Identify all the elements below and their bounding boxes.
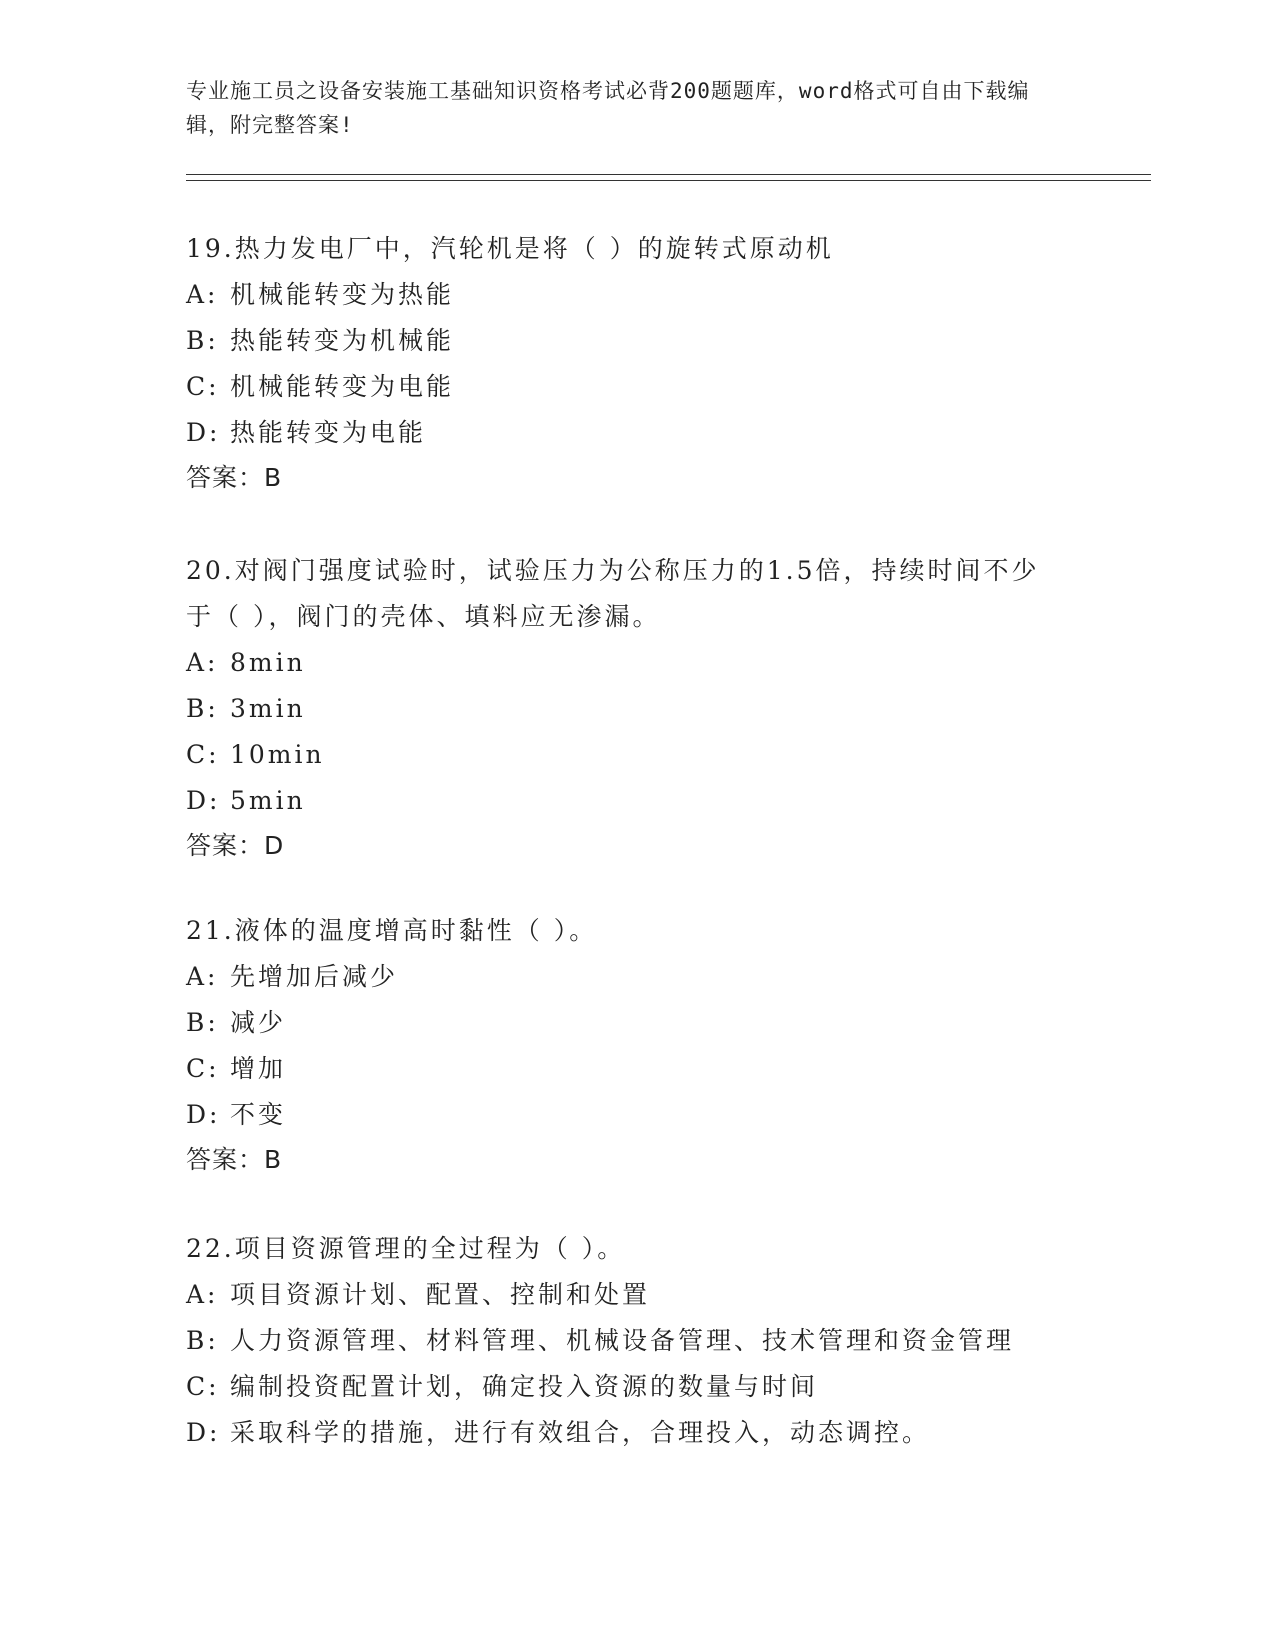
option-c: [186, 732, 1066, 778]
option-text: 先增加后减少: [230, 962, 399, 991]
option-letter: C:: [186, 372, 220, 401]
option-letter: A:: [186, 280, 219, 309]
option-text: 项目资源计划、配置、控制和处置: [230, 1280, 651, 1309]
answer: 答案：B: [186, 1145, 283, 1174]
option-text: 不变: [230, 1100, 287, 1129]
option-text: 人力资源管理、材料管理、机械设备管理、技术管理和资金管理: [230, 1326, 1015, 1355]
option-c: [186, 1046, 1086, 1092]
option-text: 热能转变为电能: [230, 418, 427, 447]
option-d: [186, 1410, 1186, 1456]
option-text: 5min: [230, 786, 306, 815]
option-c: [186, 364, 1086, 410]
option-b: [186, 686, 1066, 732]
option-letter: B:: [186, 326, 219, 355]
option-a: [186, 954, 1086, 1000]
option-a: [186, 272, 1086, 318]
option-letter: C:: [186, 1054, 220, 1083]
option-text: 8min: [230, 648, 306, 677]
option-letter: D:: [186, 1418, 221, 1447]
option-letter: D:: [186, 786, 221, 815]
option-text: 编制投资配置计划，确定投入资源的数量与时间: [230, 1372, 819, 1401]
option-b: [186, 318, 1086, 364]
option-text: 机械能转变为热能: [230, 280, 455, 309]
question-21: [186, 908, 1086, 1182]
option-letter: A:: [186, 1280, 219, 1309]
header-rule-bottom: [186, 180, 1151, 181]
option-letter: C:: [186, 1372, 220, 1401]
question-stem: 21.液体的温度增高时黏性（ ）。: [186, 916, 598, 945]
option-d: [186, 1092, 1086, 1138]
option-a: [186, 640, 1066, 686]
question-22: [186, 1226, 1186, 1456]
question-stem: 19.热力发电厂中，汽轮机是将（ ）的旋转式原动机: [186, 234, 834, 263]
option-letter: C:: [186, 740, 220, 769]
option-d: [186, 778, 1066, 824]
option-letter: A:: [186, 648, 219, 677]
option-c: [186, 1364, 1186, 1410]
option-text: 减少: [230, 1008, 287, 1037]
option-b: [186, 1318, 1186, 1364]
question-19: [186, 226, 1086, 500]
option-letter: B:: [186, 694, 219, 723]
option-text: 机械能转变为电能: [230, 372, 455, 401]
option-letter: D:: [186, 418, 221, 447]
document-header: 专业施工员之设备安装施工基础知识资格考试必背200题题库，word格式可自由下载编辑，附完整答案!: [186, 79, 1030, 137]
option-text: 3min: [230, 694, 306, 723]
option-text: 热能转变为机械能: [230, 326, 455, 355]
option-letter: B:: [186, 1008, 219, 1037]
answer: 答案：D: [186, 831, 285, 860]
option-letter: D:: [186, 1100, 221, 1129]
option-text: 增加: [230, 1054, 287, 1083]
option-d: [186, 410, 1086, 456]
question-stem: 22.项目资源管理的全过程为（ ）。: [186, 1234, 626, 1263]
answer: 答案：B: [186, 463, 283, 492]
header-rule-top: [186, 174, 1151, 175]
option-letter: B:: [186, 1326, 219, 1355]
option-text: 10min: [230, 740, 325, 769]
option-a: [186, 1272, 1186, 1318]
option-text: 采取科学的措施，进行有效组合，合理投入，动态调控。: [230, 1418, 931, 1447]
question-stem: 20.对阀门强度试验时，试验压力为公称压力的1.5倍，持续时间不少于（ ），阀门的壳体、填料应无渗漏。: [186, 556, 1040, 631]
option-letter: A:: [186, 962, 219, 991]
option-b: [186, 1000, 1086, 1046]
question-20: [186, 548, 1066, 868]
